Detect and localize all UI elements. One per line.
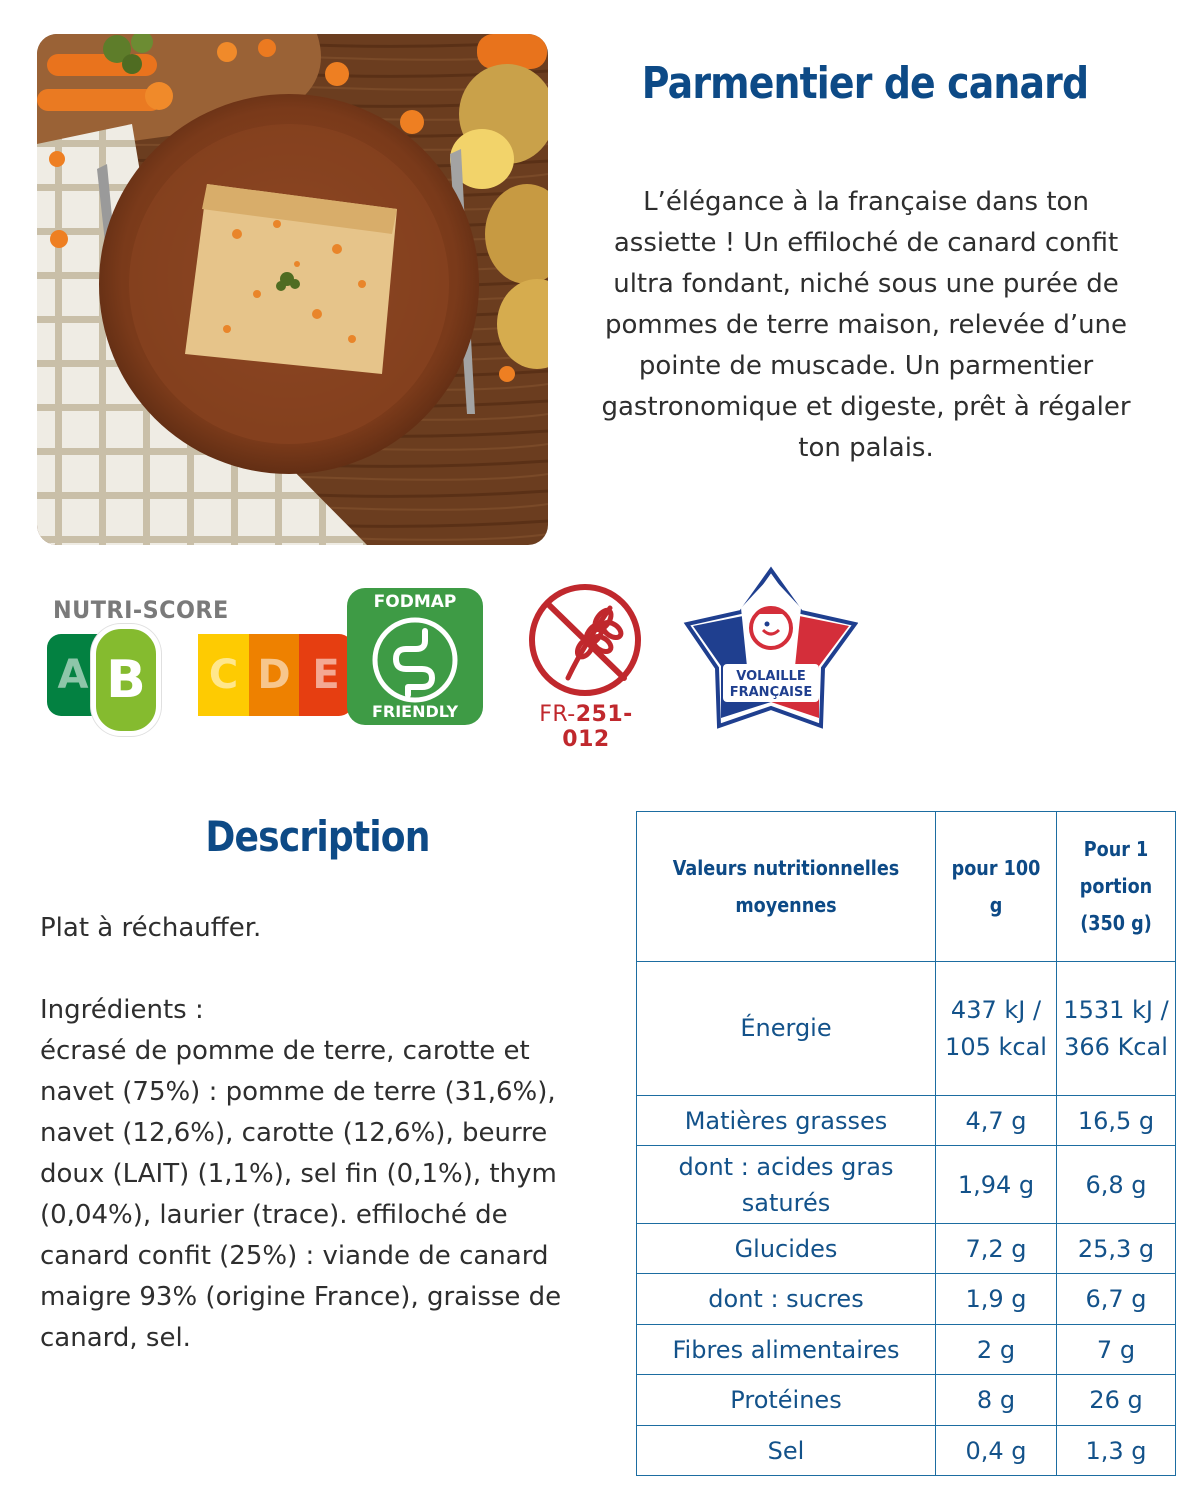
product-title: Parmentier de canard bbox=[641, 58, 1089, 109]
row-portion: 6,8 g bbox=[1057, 1146, 1176, 1224]
row-portion: 16,5 g bbox=[1057, 1096, 1176, 1146]
volaille-line1: VOLAILLE bbox=[736, 669, 806, 684]
description-title: Description bbox=[205, 812, 430, 861]
nutriscore-letter-d: D bbox=[249, 634, 299, 716]
nutrition-table bbox=[636, 811, 1176, 1476]
row-per100: 1,94 g bbox=[936, 1146, 1057, 1224]
table-row bbox=[637, 1426, 1176, 1476]
row-label: Sel bbox=[637, 1426, 936, 1476]
row-label: Protéines bbox=[637, 1375, 936, 1426]
table-row bbox=[637, 1274, 1176, 1325]
gluten-free-code: FR-251-012 bbox=[539, 702, 633, 752]
friendly-label: FRIENDLY bbox=[371, 702, 459, 721]
row-portion: 25,3 g bbox=[1057, 1224, 1176, 1274]
row-per100: 8 g bbox=[936, 1375, 1057, 1426]
table-row bbox=[637, 1146, 1176, 1224]
fodmap-label: FODMAP bbox=[373, 592, 457, 612]
volaille-line2: FRANÇAISE bbox=[729, 685, 813, 700]
gut-icon bbox=[370, 615, 460, 705]
nutriscore-letter-e: E bbox=[299, 634, 353, 716]
row-label: dont : sucres bbox=[637, 1274, 936, 1325]
row-portion: 1531 kJ / 366 Kcal bbox=[1057, 962, 1176, 1096]
table-row bbox=[637, 1224, 1176, 1274]
row-label: Fibres alimentaires bbox=[637, 1325, 936, 1375]
row-label: dont : acides gras saturés bbox=[637, 1146, 936, 1224]
row-portion: 7 g bbox=[1057, 1325, 1176, 1375]
nutriscore-letter-a: A bbox=[47, 634, 99, 716]
nutriscore-selected-letter: B bbox=[91, 624, 161, 736]
fodmap-friendly-badge bbox=[347, 588, 483, 725]
header-label: Valeurs nutritionnelles moyennes bbox=[637, 812, 936, 962]
header-per100: pour 100 g bbox=[936, 812, 1057, 962]
row-label: Glucides bbox=[637, 1224, 936, 1274]
row-per100: 1,9 g bbox=[936, 1274, 1057, 1325]
row-per100: 2 g bbox=[936, 1325, 1057, 1375]
crossed-grain-icon bbox=[520, 578, 656, 702]
row-per100: 0,4 g bbox=[936, 1426, 1057, 1476]
row-label: Matières grasses bbox=[637, 1096, 936, 1146]
table-row bbox=[637, 962, 1176, 1096]
row-portion: 26 g bbox=[1057, 1375, 1176, 1426]
table-row bbox=[637, 1375, 1176, 1426]
row-portion: 6,7 g bbox=[1057, 1274, 1176, 1325]
row-portion: 1,3 g bbox=[1057, 1426, 1176, 1476]
header-portion: Pour 1 portion (350 g) bbox=[1057, 812, 1176, 962]
row-per100: 4,7 g bbox=[936, 1096, 1057, 1146]
nutriscore-badge bbox=[47, 596, 340, 736]
product-photo bbox=[37, 34, 548, 545]
row-per100: 437 kJ / 105 kcal bbox=[936, 962, 1057, 1096]
volaille-francaise-badge bbox=[683, 566, 858, 731]
nutriscore-letter-c: C bbox=[198, 634, 249, 716]
row-per100: 7,2 g bbox=[936, 1224, 1057, 1274]
parmentier-plate-image bbox=[37, 34, 548, 545]
description-text: Plat à réchauffer. Ingrédients : écrasé de pomme de terre, carotte et navet (75%) : pomme de terre (31,6%), navet (12,6%), carotte (12,6%), beurre doux (LAIT) (1,1%), sel fin (0,1%), thym (0,04%), laurier (trace). effiloché de canard confit (25%) : viande de canard maigre 93% (origine France), graisse de canard, sel. bbox=[40, 913, 562, 1353]
table-header-row bbox=[637, 812, 1176, 962]
table-row bbox=[637, 1096, 1176, 1146]
product-intro: L’élégance à la française dans ton assiette ! Un effiloché de canard confit ultra fondant, niché sous une purée de pommes de terre maison, relevée d’une pointe de muscade. Un parmentier gastronomique et digeste, prêt à régaler ton palais. bbox=[601, 187, 1131, 463]
volaille-francaise-logo bbox=[683, 566, 858, 731]
table-row bbox=[637, 1325, 1176, 1375]
gluten-free-badge bbox=[520, 578, 656, 752]
nutriscore-label: NUTRI-SCORE bbox=[53, 596, 229, 624]
row-label: Énergie bbox=[637, 962, 936, 1096]
